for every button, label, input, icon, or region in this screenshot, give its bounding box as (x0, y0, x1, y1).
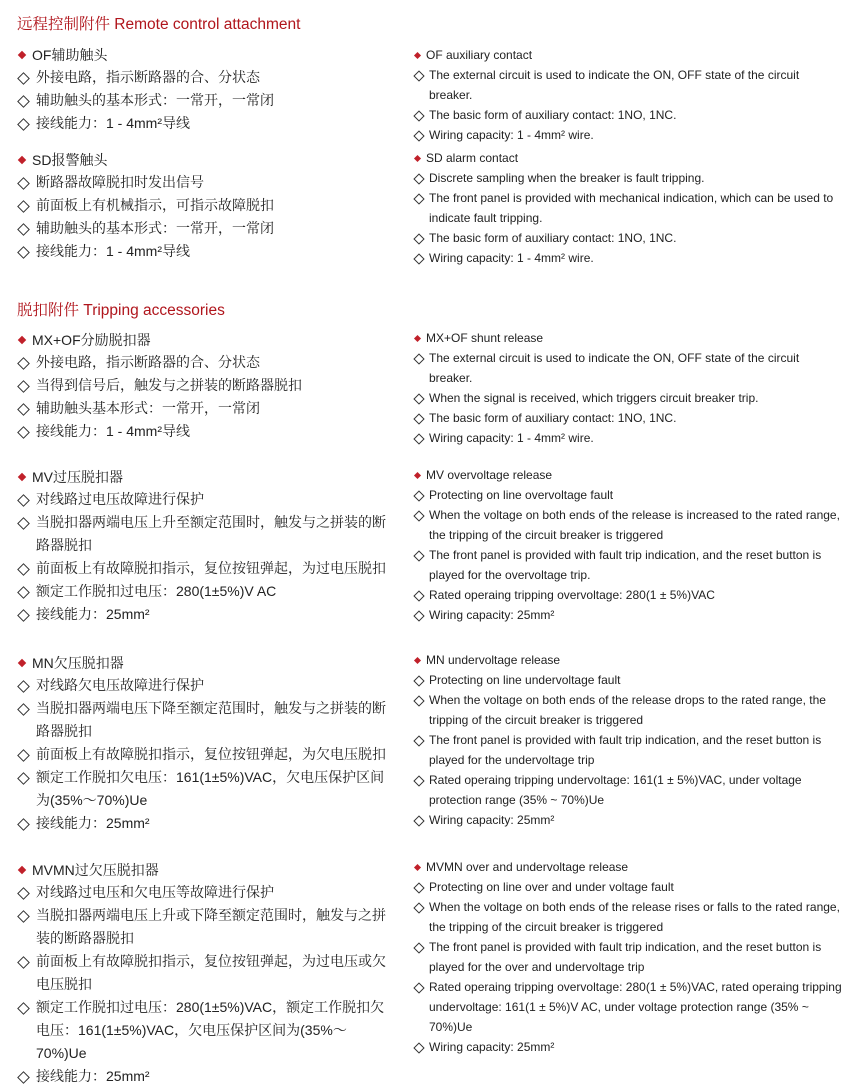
bullet-text: When the voltage on both ends of the release rises or falls to the rated range, the tripping of the circuit breaker is triggered (429, 900, 840, 934)
bullet-text: 外接电路，指示断路器的合、分状态 (36, 69, 260, 85)
bullet-item (17, 217, 397, 240)
item-title (413, 650, 845, 670)
item-title (17, 148, 397, 171)
bullet-text: 接线能力：25mm² (36, 815, 150, 831)
bullet-text: 前面板上有故障脱扣指示，复位按钮弹起，为过电压脱扣 (36, 560, 386, 576)
red-diamond-bullet-icon (414, 51, 421, 58)
bullet-text: The front panel is provided with fault trip indication, and the reset button is played for the undervoltage trip (429, 733, 822, 767)
item-title-text: MVMN过欠压脱扣器 (32, 861, 159, 878)
bullet-item (413, 65, 845, 105)
bullet-text: Rated operaing tripping overvoltage: 280(1 ± 5%)VAC (429, 588, 715, 602)
item-title-text: MV overvoltage release (426, 468, 553, 482)
item-block-cn (17, 148, 397, 263)
bullet-item (17, 89, 397, 112)
item-title-text: OF auxiliary contact (426, 48, 533, 62)
bullet-item (17, 488, 397, 511)
bullet-item (413, 348, 845, 388)
item-title (17, 465, 397, 488)
red-diamond-bullet-icon (414, 863, 421, 870)
bullet-item (413, 105, 845, 125)
bullet-item (413, 730, 845, 770)
hollow-diamond-bullet-icon (413, 695, 424, 706)
hollow-diamond-bullet-icon (413, 353, 424, 364)
bullet-text: Wiring capacity: 1 - 4mm² wire. (429, 251, 594, 265)
bullet-text: When the voltage on both ends of the release is increased to the rated range, the tripping of the circuit breaker is triggered (429, 508, 840, 542)
bullet-text: When the signal is received, which triggers circuit breaker trip. (429, 391, 759, 405)
bullet-text: 当脱扣器两端电压上升至额定范围时，触发与之拼装的断路器脱扣 (36, 514, 386, 553)
hollow-diamond-bullet-icon (17, 517, 30, 530)
bullet-text: Protecting on line undervoltage fault (429, 673, 621, 687)
hollow-diamond-bullet-icon (17, 956, 30, 969)
hollow-diamond-bullet-icon (413, 110, 424, 121)
bullet-text: 当得到信号后，触发与之拼装的断路器脱扣 (36, 377, 302, 393)
hollow-diamond-bullet-icon (413, 590, 424, 601)
bullet-text: 外接电路，指示断路器的合、分状态 (36, 354, 260, 370)
item-title (17, 43, 397, 66)
bullet-item (413, 228, 845, 248)
hollow-diamond-bullet-icon (17, 72, 30, 85)
bullet-text: Wiring capacity: 25mm² (429, 608, 555, 622)
bullet-text: Wiring capacity: 25mm² (429, 1040, 555, 1054)
bullet-item (413, 977, 845, 1037)
hollow-diamond-bullet-icon (17, 887, 30, 900)
bullet-item (17, 996, 397, 1065)
bullet-text: Protecting on line overvoltage fault (429, 488, 614, 502)
hollow-diamond-bullet-icon (17, 494, 30, 507)
hollow-diamond-bullet-icon (17, 609, 30, 622)
bullet-item (413, 897, 845, 937)
bullet-text: The front panel is provided with mechanical indication, which can be used to indicate fault tripping. (429, 191, 834, 225)
hollow-diamond-bullet-icon (413, 775, 424, 786)
bullet-item (413, 605, 845, 625)
hollow-diamond-bullet-icon (17, 246, 30, 259)
item-title (413, 328, 845, 348)
hollow-diamond-bullet-icon (17, 703, 30, 716)
item-title-text: MVMN over and undervoltage release (426, 860, 629, 874)
bullet-text: When the voltage on both ends of the release drops to the rated range, the tripping of the circuit breaker is triggered (429, 693, 826, 727)
bullet-item (17, 580, 397, 603)
item-title-text: SD报警触头 (32, 151, 108, 168)
item-title (17, 858, 397, 881)
bullet-item (413, 428, 845, 448)
bullet-item (413, 585, 845, 605)
item-block-cn (17, 328, 397, 443)
hollow-diamond-bullet-icon (413, 193, 424, 204)
bullet-text: The front panel is provided with fault trip indication, and the reset button is played for the overvoltage trip. (429, 548, 822, 582)
red-diamond-bullet-icon (18, 155, 26, 163)
bullet-text: 接线能力：25mm² (36, 606, 150, 622)
hollow-diamond-bullet-icon (17, 818, 30, 831)
bullet-item (17, 603, 397, 626)
hollow-diamond-bullet-icon (413, 882, 424, 893)
item-block-en (413, 45, 845, 145)
item-block-cn (17, 651, 397, 835)
hollow-diamond-bullet-icon (413, 393, 424, 404)
bullet-item (17, 397, 397, 420)
hollow-diamond-bullet-icon (17, 1002, 30, 1015)
item-title (413, 45, 845, 65)
item-title (413, 465, 845, 485)
bullet-item (413, 877, 845, 897)
hollow-diamond-bullet-icon (17, 426, 30, 439)
bullet-item (413, 690, 845, 730)
bullet-item (413, 670, 845, 690)
bullet-text: Wiring capacity: 1 - 4mm² wire. (429, 128, 594, 142)
bullet-item (17, 112, 397, 135)
bullet-text: 对线路过电压故障进行保护 (36, 491, 204, 507)
item-block-cn (17, 43, 397, 135)
red-diamond-bullet-icon (18, 335, 26, 343)
hollow-diamond-bullet-icon (413, 253, 424, 264)
hollow-diamond-bullet-icon (17, 118, 30, 131)
hollow-diamond-bullet-icon (413, 433, 424, 444)
hollow-diamond-bullet-icon (413, 902, 424, 913)
bullet-text: Protecting on line over and under voltage fault (429, 880, 674, 894)
item-title-text: SD alarm contact (426, 151, 519, 165)
item-title-text: OF辅助触头 (32, 46, 108, 63)
bullet-text: The basic form of auxiliary contact: 1NO, 1NC. (429, 108, 677, 122)
bullet-item (17, 420, 397, 443)
bullet-item (17, 674, 397, 697)
bullet-text: 对线路过电压和欠电压等故障进行保护 (36, 884, 274, 900)
bullet-item (17, 374, 397, 397)
bullet-item (413, 1037, 845, 1057)
bullet-item (413, 937, 845, 977)
hollow-diamond-bullet-icon (413, 233, 424, 244)
hollow-diamond-bullet-icon (413, 675, 424, 686)
bullet-text: The external circuit is used to indicate the ON, OFF state of the circuit breaker. (429, 351, 800, 385)
hollow-diamond-bullet-icon (17, 357, 30, 370)
bullet-item (413, 248, 845, 268)
bullet-item (413, 125, 845, 145)
bullet-text: The basic form of auxiliary contact: 1NO, 1NC. (429, 411, 677, 425)
hollow-diamond-bullet-icon (17, 200, 30, 213)
bullet-text: Wiring capacity: 25mm² (429, 813, 555, 827)
hollow-diamond-bullet-icon (413, 413, 424, 424)
bullet-item (413, 388, 845, 408)
item-title-text: MN欠压脱扣器 (32, 654, 124, 671)
hollow-diamond-bullet-icon (413, 735, 424, 746)
bullet-text: 接线能力：1 - 4mm²导线 (36, 243, 190, 259)
bullet-text: The external circuit is used to indicate the ON, OFF state of the circuit breaker. (429, 68, 800, 102)
hollow-diamond-bullet-icon (17, 177, 30, 190)
bullet-item (17, 351, 397, 374)
bullet-item (413, 485, 845, 505)
item-title-text: MV过压脱扣器 (32, 468, 123, 485)
red-diamond-bullet-icon (18, 658, 26, 666)
bullet-item (17, 240, 397, 263)
bullet-text: The basic form of auxiliary contact: 1NO, 1NC. (429, 231, 677, 245)
hollow-diamond-bullet-icon (413, 942, 424, 953)
hollow-diamond-bullet-icon (17, 380, 30, 393)
hollow-diamond-bullet-icon (17, 910, 30, 923)
bullet-text: 当脱扣器两端电压上升或下降至额定范围时，触发与之拼装的断路器脱扣 (36, 907, 386, 946)
bullet-item (413, 505, 845, 545)
bullet-item (17, 766, 397, 812)
hollow-diamond-bullet-icon (17, 680, 30, 693)
bullet-text: 断路器故障脱扣时发出信号 (36, 174, 204, 190)
hollow-diamond-bullet-icon (413, 982, 424, 993)
hollow-diamond-bullet-icon (413, 490, 424, 501)
red-diamond-bullet-icon (18, 50, 26, 58)
bullet-item (17, 1065, 397, 1088)
item-title (17, 328, 397, 351)
hollow-diamond-bullet-icon (413, 70, 424, 81)
bullet-item (17, 881, 397, 904)
bullet-item (17, 950, 397, 996)
bullet-text: Rated operaing tripping undervoltage: 161(1 ± 5%)VAC, under voltage protection range (35% ~ 70%)Ue (429, 773, 802, 807)
hollow-diamond-bullet-icon (413, 130, 424, 141)
bullet-item (413, 810, 845, 830)
item-block-en (413, 148, 845, 268)
hollow-diamond-bullet-icon (17, 403, 30, 416)
bullet-text: Discrete sampling when the breaker is fault tripping. (429, 171, 705, 185)
hollow-diamond-bullet-icon (413, 815, 424, 826)
bullet-text: Rated operaing tripping overvoltage: 280(1 ± 5%)VAC, rated operaing tripping undervoltage: 161(1 ± 5%)V AC, under voltage protection range (35% ~ 70%)Ue (429, 980, 842, 1034)
bullet-text: 前面板上有故障脱扣指示，复位按钮弹起，为欠电压脱扣 (36, 746, 386, 762)
bullet-text: 辅助触头的基本形式：一常开，一常闭 (36, 220, 274, 236)
hollow-diamond-bullet-icon (413, 610, 424, 621)
red-diamond-bullet-icon (414, 656, 421, 663)
bullet-item (17, 194, 397, 217)
bullet-item (413, 168, 845, 188)
bullet-text: 前面板上有机械指示，可指示故障脱扣 (36, 197, 274, 213)
red-diamond-bullet-icon (18, 472, 26, 480)
hollow-diamond-bullet-icon (17, 95, 30, 108)
red-diamond-bullet-icon (414, 334, 421, 341)
bullet-text: 对线路欠电压故障进行保护 (36, 677, 204, 693)
hollow-diamond-bullet-icon (17, 749, 30, 762)
hollow-diamond-bullet-icon (413, 550, 424, 561)
bullet-text: 额定工作脱扣欠电压：161(1±5%)VAC，欠电压保护区间为(35%～70%)Ue (36, 769, 385, 808)
hollow-diamond-bullet-icon (17, 563, 30, 576)
section-title-tripping: 脱扣附件 Tripping accessories (17, 302, 225, 319)
item-block-en (413, 650, 845, 830)
bullet-item (413, 770, 845, 810)
bullet-item (17, 557, 397, 580)
item-title (17, 651, 397, 674)
item-title-text: MN undervoltage release (426, 653, 561, 667)
bullet-text: 接线能力：1 - 4mm²导线 (36, 115, 190, 131)
hollow-diamond-bullet-icon (17, 223, 30, 236)
bullet-item (17, 812, 397, 835)
bullet-text: 额定工作脱扣过电压：280(1±5%)V AC (36, 583, 277, 599)
bullet-text: 辅助触头基本形式：一常开，一常闭 (36, 400, 260, 416)
bullet-text: Wiring capacity: 1 - 4mm² wire. (429, 431, 594, 445)
bullet-text: 当脱扣器两端电压下降至额定范围时，触发与之拼装的断路器脱扣 (36, 700, 386, 739)
bullet-text: 额定工作脱扣过电压：280(1±5%)VAC，额定工作脱扣欠电压：161(1±5%)VAC，欠电压保护区间为(35%～70%)Ue (36, 999, 385, 1061)
item-title (413, 148, 845, 168)
bullet-item (17, 743, 397, 766)
red-diamond-bullet-icon (414, 154, 421, 161)
bullet-text: The front panel is provided with fault trip indication, and the reset button is played for the over and undervoltage trip (429, 940, 822, 974)
item-title-text: MX+OF shunt release (426, 331, 544, 345)
section-title-remote-control: 远程控制附件 Remote control attachment (17, 16, 301, 33)
red-diamond-bullet-icon (18, 865, 26, 873)
bullet-item (413, 408, 845, 428)
item-block-en (413, 465, 845, 625)
bullet-text: 接线能力：1 - 4mm²导线 (36, 423, 190, 439)
item-block-en (413, 857, 845, 1057)
bullet-text: 接线能力：25mm² (36, 1068, 150, 1084)
red-diamond-bullet-icon (414, 471, 421, 478)
item-block-cn (17, 465, 397, 626)
bullet-item (17, 904, 397, 950)
hollow-diamond-bullet-icon (413, 173, 424, 184)
item-title-text: MX+OF分励脱扣器 (32, 331, 151, 348)
bullet-item (413, 545, 845, 585)
item-block-en (413, 328, 845, 448)
bullet-item (17, 697, 397, 743)
bullet-item (413, 188, 845, 228)
hollow-diamond-bullet-icon (17, 586, 30, 599)
hollow-diamond-bullet-icon (413, 510, 424, 521)
hollow-diamond-bullet-icon (17, 772, 30, 785)
bullet-text: 前面板上有故障脱扣指示，复位按钮弹起，为过电压或欠电压脱扣 (36, 953, 386, 992)
item-block-cn (17, 858, 397, 1088)
bullet-item (17, 511, 397, 557)
bullet-item (17, 66, 397, 89)
bullet-item (17, 171, 397, 194)
hollow-diamond-bullet-icon (413, 1042, 424, 1053)
item-title (413, 857, 845, 877)
bullet-text: 辅助触头的基本形式：一常开，一常闭 (36, 92, 274, 108)
